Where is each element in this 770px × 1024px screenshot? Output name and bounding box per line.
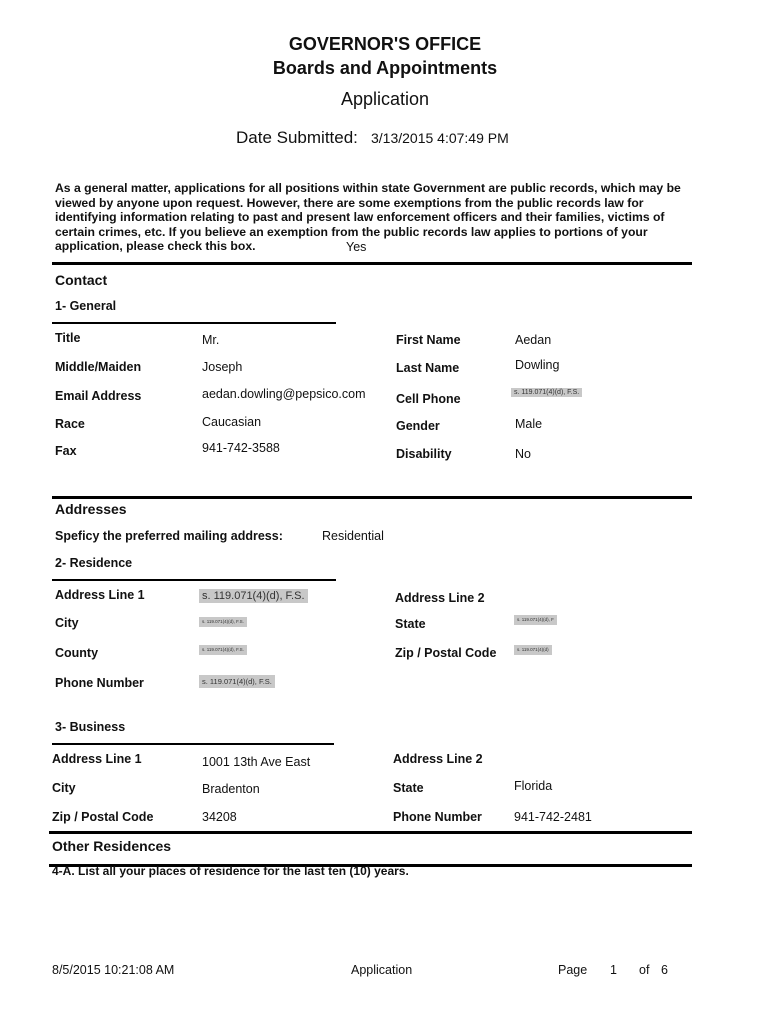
addresses-heading: Addresses <box>55 501 127 517</box>
bus-state-label: State <box>393 781 424 795</box>
preferred-mailing-value: Residential <box>322 529 384 543</box>
res-city-redacted: s. 119.071(4)(d), F.S. <box>199 617 247 627</box>
res-address1-redacted: s. 119.071(4)(d), F.S. <box>199 589 308 603</box>
res-state-redacted: s. 119.071(4)(d), F <box>514 615 557 625</box>
first-name-label: First Name <box>396 333 461 347</box>
department-title: Boards and Appointments <box>272 58 498 78</box>
last-name-value: Dowling <box>515 358 560 372</box>
footer-form-name: Application <box>351 963 413 977</box>
printed-timestamp: 8/5/2015 10:21:08 AM <box>52 963 175 977</box>
email-value: aedan.dowling@pepsico.com <box>202 387 366 401</box>
of-label: of <box>639 963 650 977</box>
bus-address1-value: 1001 13th Ave East <box>202 755 311 769</box>
first-name-value: Aedan <box>515 333 552 347</box>
page-number: 1 <box>610 963 617 977</box>
bus-city-value: Bradenton <box>202 782 260 796</box>
public-records-notice: As a general matter, applications for all positions within state Government are public records, which may be viewed by anyone upon request. However, there are some exemptions from the public records law for identifying information relating to past and present law enforcement officers and their families, victims of certain crimes, etc. If you believe an exemption from the public records law applies to portions of your application, please check this box. <box>55 181 681 254</box>
other-residences-heading: Other Residences <box>52 838 172 854</box>
cell-phone-label: Cell Phone <box>396 392 461 406</box>
bus-phone-label: Phone Number <box>393 810 482 824</box>
res-zip-redacted: s. 119.071(4)(d) <box>514 645 552 655</box>
fax-label: Fax <box>55 444 77 458</box>
res-address2-label: Address Line 2 <box>395 591 485 605</box>
fax-value: 941-742-3588 <box>202 441 280 455</box>
cell-phone-redacted: s. 119.071(4)(d), F.S. <box>511 388 582 397</box>
res-county-label: County <box>55 646 99 660</box>
gender-value: Male <box>515 417 543 431</box>
residence-history-question: 4-A. List all your places of residence for the last ten (10) years. <box>52 864 409 878</box>
bus-zip-value: 34208 <box>202 810 237 824</box>
last-name-label: Last Name <box>396 361 460 375</box>
res-county-redacted: s. 119.071(4)(d), F.S. <box>199 645 247 655</box>
form-title: Application <box>340 89 430 109</box>
date-submitted-value: 3/13/2015 4:07:49 PM <box>371 130 509 146</box>
office-title: GOVERNOR'S OFFICE <box>288 34 482 54</box>
page-total: 6 <box>661 963 668 977</box>
bus-phone-value: 941-742-2481 <box>514 810 592 824</box>
race-label: Race <box>55 417 85 431</box>
contact-heading: Contact <box>55 272 108 288</box>
middle-name-value: Joseph <box>202 360 243 374</box>
exemption-answer: Yes <box>346 240 367 254</box>
bus-state-value: Florida <box>514 779 553 793</box>
middle-name-label: Middle/Maiden <box>55 360 142 374</box>
preferred-mailing-label: Speficy the preferred mailing address: <box>55 529 283 543</box>
title-value: Mr. <box>202 333 220 347</box>
res-state-label: State <box>395 617 426 631</box>
res-phone-redacted: s. 119.071(4)(d), F.S. <box>199 675 275 688</box>
business-subheading: 3- Business <box>55 720 126 734</box>
gender-label: Gender <box>396 419 440 433</box>
section-divider <box>49 831 692 834</box>
res-zip-label: Zip / Postal Code <box>395 646 497 660</box>
page-label: Page <box>558 963 588 977</box>
general-subheading: 1- General <box>55 299 117 313</box>
bus-city-label: City <box>52 781 76 795</box>
section-divider <box>52 496 692 499</box>
res-phone-label: Phone Number <box>55 676 144 690</box>
date-submitted-label: Date Submitted: <box>236 128 358 147</box>
email-label: Email Address <box>55 389 142 403</box>
res-address1-label: Address Line 1 <box>55 588 145 602</box>
bus-address1-label: Address Line 1 <box>52 752 142 766</box>
subsection-divider <box>52 743 334 745</box>
bus-zip-label: Zip / Postal Code <box>52 810 154 824</box>
residence-subheading: 2- Residence <box>55 556 133 570</box>
race-value: Caucasian <box>202 415 262 429</box>
subsection-divider <box>52 579 336 581</box>
subsection-divider <box>52 322 336 324</box>
section-divider <box>52 262 692 265</box>
disability-label: Disability <box>396 447 452 461</box>
title-label: Title <box>55 331 81 345</box>
bus-address2-label: Address Line 2 <box>393 752 483 766</box>
res-city-label: City <box>55 616 79 630</box>
disability-value: No <box>515 447 531 461</box>
